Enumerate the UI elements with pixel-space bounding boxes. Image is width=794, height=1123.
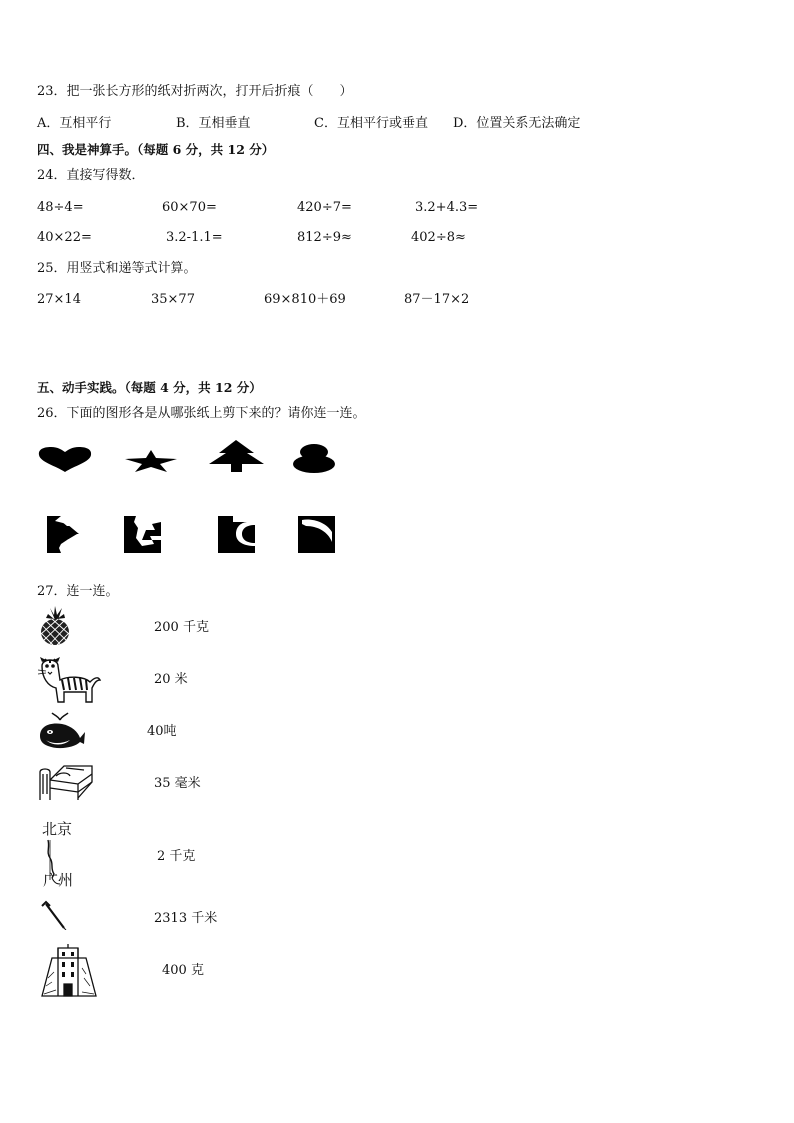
q27-value: 40吨: [147, 724, 177, 739]
folded-paper-b-icon: [124, 516, 161, 553]
q27-value: 20 米: [154, 672, 188, 687]
heart-shape-icon: [38, 446, 92, 472]
building-icon: [38, 942, 100, 998]
q23-option-d: D．位置关系无法确定: [453, 116, 581, 131]
q24-stem: 24．直接写得数．: [37, 168, 145, 183]
q24-item: 60×70=: [162, 200, 217, 215]
star-shape-icon: [125, 450, 177, 472]
tiger-icon: [38, 656, 102, 704]
q27-stem: 27．连一连。: [37, 584, 119, 599]
snowman-shape-icon: [292, 443, 336, 473]
folded-paper-a-icon: [47, 516, 84, 553]
bed-icon: [38, 758, 94, 802]
q23-stem: 23．把一张长方形的纸对折两次，打开后折痕（ ）: [37, 84, 353, 99]
map-label-guangzhou: 广州: [43, 871, 74, 889]
q25-item: 35×77: [151, 292, 195, 307]
q25-item: 69×810＋69: [264, 292, 346, 307]
q25-item: 87－17×2: [404, 292, 470, 307]
q25-item: 27×14: [37, 292, 81, 307]
pineapple-icon: [38, 606, 72, 646]
section5-heading: 五、动手实践。（每题 4 分，共 12 分）: [37, 380, 262, 395]
q23-option-c: C．互相平行或垂直: [314, 116, 428, 131]
q24-item: 3.2-1.1=: [166, 230, 223, 245]
folded-paper-c-icon: [218, 516, 255, 553]
q25-stem: 25．用竖式和递等式计算。: [37, 261, 197, 276]
nail-icon: [40, 900, 68, 930]
q24-item: 420÷7=: [297, 200, 352, 215]
q23-option-b: B．互相垂直: [176, 116, 251, 131]
q24-item: 402÷8≈: [411, 230, 466, 245]
q23-option-a: A．互相平行: [37, 116, 112, 131]
q24-item: 40×22=: [37, 230, 92, 245]
q27-value: 200 千克: [154, 620, 209, 635]
map-label-beijing: 北京: [42, 820, 73, 838]
q27-value: 2313 千米: [154, 911, 218, 926]
q24-item: 3.2+4.3=: [415, 200, 479, 215]
q24-item: 812÷9≈: [297, 230, 352, 245]
whale-icon: [38, 712, 86, 752]
tree-shape-icon: [209, 440, 264, 472]
q27-value: 35 毫米: [154, 776, 201, 791]
folded-paper-d-icon: [298, 516, 335, 553]
q27-value: 2 千克: [157, 849, 196, 864]
q24-item: 48÷4=: [37, 200, 84, 215]
section4-heading: 四、我是神算手。（每题 6 分，共 12 分）: [37, 142, 275, 157]
q27-value: 400 克: [162, 963, 204, 978]
q26-stem: 26．下面的图形各是从哪张纸上剪下来的？请你连一连。: [37, 406, 366, 421]
